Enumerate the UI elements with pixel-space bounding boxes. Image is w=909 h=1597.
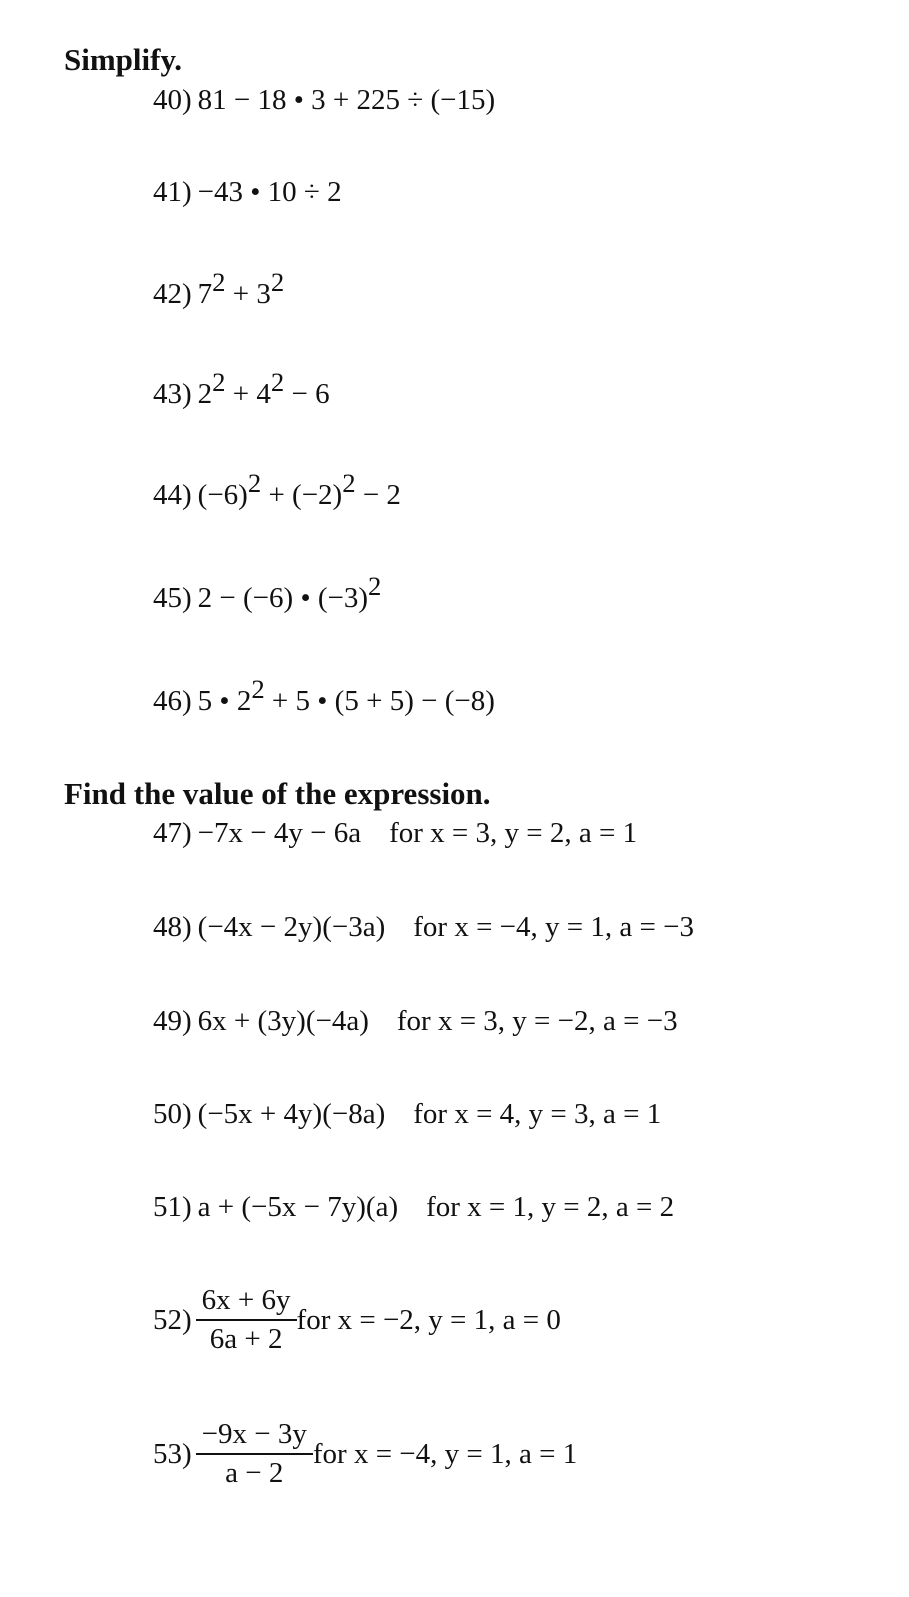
fraction-numerator: −9x − 3y [196,1420,313,1455]
problem-number: 48) [153,911,192,943]
problem-52 [153,1286,561,1354]
problem-expression: $2^2 + 4^2 - 6$ [197,367,330,410]
problem-number: 47) [153,817,192,849]
problem-condition: for x = −2, y = 1, a = 0 [296,1303,561,1336]
problem-41 [153,178,342,207]
problem-47 [153,819,637,848]
problem-44 [153,468,401,511]
problem-condition: for x = 1, y = 2, a = 2 [426,1191,675,1223]
problem-50 [153,1100,661,1129]
problem-number: 51) [153,1191,192,1223]
problem-number: 41) [153,176,192,208]
problem-condition: for x = 4, y = 3, a = 1 [413,1098,662,1130]
problem-number: 42) [153,278,192,310]
fraction [196,1286,297,1354]
problem-46 [153,674,495,717]
problem-49 [153,1007,678,1036]
problem-number: 44) [153,479,192,511]
problem-expression: 5 • $2^2 + 5$ • (5 + 5) − (−8) [197,674,495,717]
problem-48 [153,913,694,942]
section-heading-find-value: Find the value of the expression. [64,776,491,811]
problem-40 [153,86,495,115]
problem-number: 52) [153,1303,192,1336]
problem-42 [153,267,285,310]
problem-number: 45) [153,582,192,614]
problem-expression: $7^2 + 3^2$ [197,267,285,310]
problem-condition: for x = 3, y = −2, a = −3 [396,1005,678,1037]
problem-number: 49) [153,1005,192,1037]
problem-expression: (−4x − 2y)(−3a) [197,911,386,943]
problem-number: 43) [153,378,192,410]
problem-expression: a + (−5x − 7y)(a) [197,1191,399,1223]
problem-expression: 6x + (3y)(−4a) [197,1005,369,1037]
problem-53 [153,1420,577,1488]
fraction-denominator: 6a + 2 [209,1323,283,1355]
problem-expression: 2 − (−6) • $(-3)^2$ [197,571,382,614]
problem-condition: for x = −4, y = 1, a = 1 [312,1437,578,1470]
fraction-denominator: a − 2 [225,1457,284,1489]
problem-condition: for x = 3, y = 2, a = 1 [389,817,638,849]
problem-expression: $(-6)^2 + (-2)^2 - 2$ [197,468,401,511]
problem-expression: 81 − 18 • 3 + 225 ÷ (−15) [197,84,496,116]
section-heading-simplify: Simplify. [64,42,183,77]
fraction [196,1420,313,1488]
problem-expression: −43 • 10 ÷ 2 [197,176,342,208]
problem-45 [153,571,382,614]
problem-43 [153,367,330,410]
problem-number: 40) [153,84,192,116]
problem-number: 46) [153,685,192,717]
problem-number: 53) [153,1437,192,1470]
problem-expression: −7x − 4y − 6a [197,817,362,849]
problem-expression: (−5x + 4y)(−8a) [197,1098,386,1130]
fraction-numerator: 6x + 6y [196,1286,297,1321]
problem-number: 50) [153,1098,192,1130]
problem-51 [153,1193,674,1222]
problem-condition: for x = −4, y = 1, a = −3 [413,911,694,943]
